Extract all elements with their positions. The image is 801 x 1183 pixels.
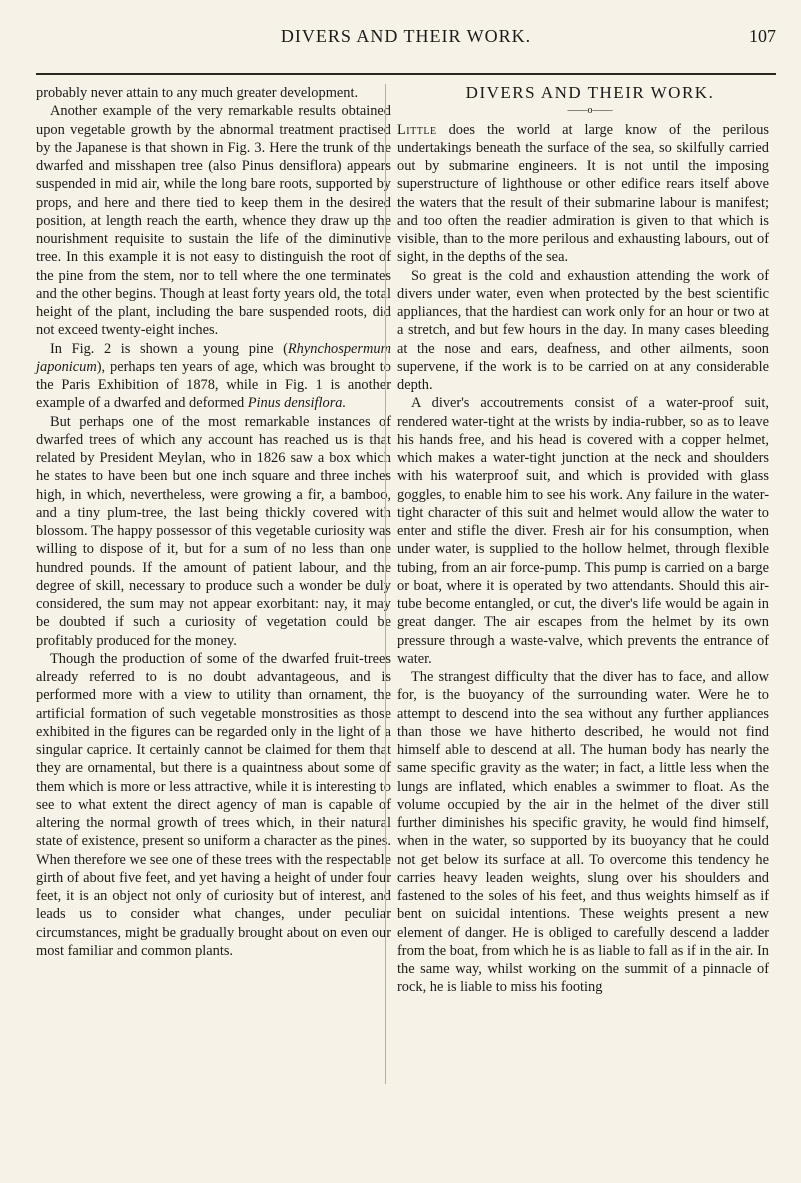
header-rule — [36, 73, 776, 75]
running-head: DIVERS AND THEIR WORK. — [280, 26, 532, 46]
page-number: 107 — [749, 26, 776, 46]
paragraph — [36, 340, 391, 413]
text-run: In Fig. 2 is shown a young pine ( — [50, 340, 288, 357]
title-ornament: ——o—— — [567, 105, 613, 117]
paragraph: probably never attain to any much greater development. — [36, 85, 359, 101]
text-run: ), perhaps ten years of age, which was brought to the Paris Exhibition of 1878, while in Fig. 1 is another example of a dwarfed and deformed — [36, 358, 391, 412]
paragraph: So great is the cold and exhaustion attending the work of divers under water, even when protected by the best scientific appliances, that the hardiest can work only for an hour or two at a stretch, and but few hours in the day. In many cases bleeding at the nose and ears, deafness, and other ailments, soon supervene, if the work is to be carried on at any considerable depth. — [397, 267, 769, 393]
column-divider — [385, 84, 386, 1084]
right-column — [397, 84, 769, 997]
page-header — [36, 26, 776, 50]
paragraph: Another example of the very remarkable results obtained upon vegetable growth by the abnormal treatment practised by the Japanese is that shown in Fig. 3. Here the trunk of the dwarfed and misshapen tree (also Pinus densiflora) appears suspended in mid air, while the long bare roots, supported by props, and here and there tied to keep them in the desired position, at length reach the earth, whence they draw up the nourishment requisite to sustain the life of the diminutive tree. In this example it is not easy to distinguish the root of the pine from the stem, nor to tell where the one terminates and the other begins. Though at least forty years old, the total height of the plant, including the bare suspended roots, did not exceed twenty-eight inches. — [36, 103, 391, 339]
species-name: Rhynchospermum japonicum — [36, 340, 391, 375]
paragraph: The strangest difficulty that the diver has to face, and allow for, is the buoyancy of the surrounding water. Were he to attempt to descend into the sea without any further appliances than those we have hitherto described, he would not find himself able to descend at all. The human body has nearly the same specific gravity as the water; in fact, a little less when the lungs are inflated, which enables a swimmer to float. As the volume occupied by the air in the helmet of the diver still further diminishes his specific gravity, he would find himself, when in the water, so supported by its buoyancy that he could not get below its surface at all. To overcome this tendency he carries heavy leaden weights, slung over his shoulders and fastened to the soles of his feet, and thus weights himself as if bent on suicidal intentions. These weights present a new element of danger. He is obliged to carefully descend a ladder from the boat, from which he is as liable to fall as if in the air. In the same way, whilst working on the summit of a pinnacle of rock, he is liable to miss his footing — [397, 669, 769, 996]
text-run: does the world at large know of the perilous undertakings beneath the surface of the sea, so skilfully carried out by submarine engineers. It is not until the imposing superstructure of lighthouse or other edifice rears itself above the waters that the result of their submarine labour is manifest; and too often the readier admiration is given to that which is visible, than to the more perilous and exhausting labours, out of sight, in the depths of the sea. — [397, 121, 769, 266]
paragraph: Though the production of some of the dwarfed fruit-trees already referred to is no doubt advantageous, and is performed more with a view to utility than ornament, the artificial formation of such vegetable monstrosities as those exhibited in the figures can be regarded only in the light of a singular caprice. It certainly cannot be claimed for them that they are ornamental, but there is a quaintness about some of them which is more or less attractive, while it is interesting to see to what extent the direct agency of man is capable of altering the normal growth of trees which, in their natural state of existence, present so uniform a character as the pines. When therefore we see one of these trees with the respectable girth of about five feet, and yet having a height of under four feet, it is an object not only of curiosity but of interest, and leads us to consider what changes, under peculiar circumstances, might be gradually brought about on even our most familiar and common plants. — [36, 650, 391, 959]
left-column — [36, 84, 391, 960]
paragraph — [397, 121, 769, 267]
paragraph: A diver's accoutrements consist of a water-proof suit, rendered water-tight at the wrists by india-rubber, so as to leave his hands free, and his head is covered with a copper helmet, which makes a water-tight junction at the neck and shoulders with his waterproof suit, and which is provided with glass goggles, to enable him to see his work. Any failure in the water-tight character of this suit and helmet would allow the water to enter and stifle the diver. Fresh air for his consumption, when under water, is supplied to the hollow helmet, through flexible tubing, from an air force-pump. This pump is carried on a barge or boat, where it is operated by two attendants. Should this air-tube become entangled, or cut, the diver's life would be again in great danger. The air escapes from the helmet by its own pressure through a waste-valve, which prevents the entrance of water. — [397, 395, 769, 667]
paragraph: But perhaps one of the most remarkable instances of dwarfed trees of which any account has reached us is that related by President Meylan, who in 1826 saw a box which he states to have been but one inch square and three inches high, in which, nevertheless, were growing a fir, a bamboo, and a tiny plum-tree, the last being thickly covered with blossom. The happy possessor of this vegetable curiosity was willing to dispose of it, but for a sum of no less than one hundred pounds. If the amount of patient labour, and the degree of skill, necessary to produce such a wonder be duly considered, the sum may not appear exorbitant: nay, it may be doubted if such a curiosity of vegetation could be profitably produced for the money. — [36, 413, 391, 649]
species-name: Pinus densiflora. — [247, 395, 347, 412]
article-title: DIVERS AND THEIR WORK. — [465, 83, 715, 102]
lead-word: Little — [397, 121, 437, 138]
